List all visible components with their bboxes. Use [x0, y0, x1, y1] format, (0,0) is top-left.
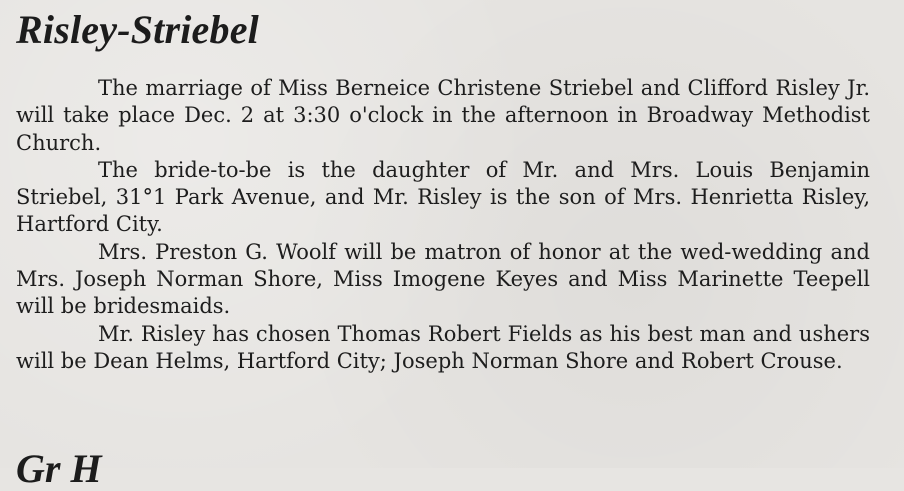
article-body [16, 75, 870, 375]
next-article-headline-partial: Gr H [16, 446, 102, 491]
article-paragraph-4: Mr. Risley has chosen Thomas Robert Fields as his best man and ushers will be Dean Helms, Hartford City; Joseph Norman Shore and Robert Crouse. [16, 321, 870, 373]
article-paragraph-3: Mrs. Preston G. Woolf will be matron of honor at the wed-wedding and Mrs. Joseph Norman Shore, Miss Imogene Keyes and Miss Marinette Teepell will be bridesmaids. [16, 239, 870, 319]
article-paragraph-2: The bride-to-be is the daughter of Mr. and Mrs. Louis Benjamin Striebel, 31°1 Park Avenue, and Mr. Risley is the son of Mrs. Henrietta Risley, Hartford City. [16, 157, 870, 237]
article-headline: Risley-Striebel [16, 7, 259, 52]
article-paragraph-1: The marriage of Miss Berneice Christene Striebel and Clifford Risley Jr. will take place Dec. 2 at 3:30 o'clock in the afternoon in Broadway Methodist Church. [16, 76, 870, 155]
